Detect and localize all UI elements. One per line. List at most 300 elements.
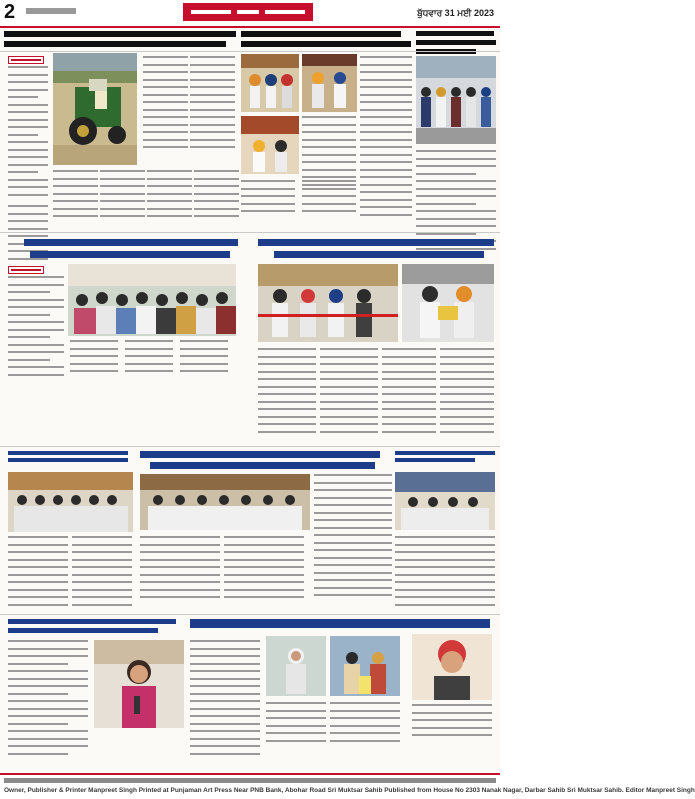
text-line [70, 363, 118, 365]
text-line [314, 587, 392, 589]
text-line [147, 170, 192, 172]
text-line [70, 348, 118, 350]
text-line [241, 180, 295, 182]
text-line [360, 176, 412, 178]
text-line [360, 206, 412, 208]
text-line [314, 564, 392, 566]
text-line [330, 702, 400, 704]
text-line [266, 717, 326, 719]
text-line [180, 363, 228, 365]
text-line [147, 178, 192, 180]
text-line [258, 363, 316, 365]
text-line [360, 146, 412, 148]
text-line [8, 321, 64, 323]
text-line [360, 56, 412, 58]
page-header [0, 0, 500, 28]
text-line [8, 663, 68, 665]
text-line [8, 141, 48, 143]
text-line [416, 173, 476, 175]
text-line [8, 559, 68, 561]
text-line [395, 589, 495, 591]
text-line [143, 146, 188, 148]
text-line [360, 199, 412, 201]
text-line [8, 299, 64, 301]
header-date: ਬੁੱਧਵਾਰ 31 ਮਈ 2023 [417, 8, 494, 18]
text-line [224, 544, 304, 546]
text-line [395, 551, 495, 553]
text-line [440, 401, 494, 403]
ceremony-photo-3 [241, 116, 299, 174]
text-line [53, 208, 98, 210]
text-line [8, 134, 38, 136]
text-line [302, 180, 356, 182]
text-line [314, 512, 392, 514]
text-line [416, 188, 496, 190]
text-line [125, 370, 173, 372]
text-line [314, 557, 392, 559]
text-line [8, 104, 48, 106]
text-line [258, 431, 316, 433]
text-line [320, 431, 378, 433]
page-number: 2 [4, 1, 16, 23]
text-line [72, 551, 132, 553]
text-line [382, 348, 436, 350]
text-line [330, 710, 400, 712]
text-line [330, 725, 400, 727]
text-line [8, 291, 50, 293]
text-line [8, 235, 48, 237]
text-line [382, 423, 436, 425]
text-line [8, 89, 48, 91]
text-line [224, 551, 304, 553]
text-line [72, 559, 132, 561]
text-line [416, 150, 496, 152]
text-line [194, 185, 239, 187]
text-line [8, 574, 68, 576]
text-line [140, 551, 220, 553]
text-line [125, 348, 173, 350]
text-line [72, 536, 132, 538]
text-line [302, 188, 356, 190]
text-line [194, 200, 239, 202]
text-line [100, 185, 145, 187]
text-line [224, 536, 304, 538]
text-line [382, 371, 436, 373]
text-line [53, 215, 98, 217]
text-line [8, 228, 48, 230]
text-line [416, 225, 496, 227]
text-line [143, 131, 188, 133]
text-line [147, 208, 192, 210]
text-line [314, 497, 392, 499]
text-line [360, 124, 412, 126]
text-line [100, 170, 145, 172]
text-line [70, 370, 118, 372]
text-line [258, 371, 316, 373]
text-line [8, 544, 68, 546]
text-line [8, 336, 50, 338]
text-line [190, 715, 260, 717]
text-line [440, 416, 494, 418]
text-line [382, 408, 436, 410]
text-line [140, 566, 220, 568]
text-line [143, 94, 188, 96]
text-line [314, 594, 392, 596]
ribbon-cutting-photo [258, 264, 398, 342]
text-line [8, 81, 48, 83]
text-line [8, 715, 88, 717]
text-line [143, 86, 188, 88]
text-line [382, 393, 436, 395]
text-line [143, 56, 188, 58]
portrait-photo [412, 634, 492, 700]
text-line [360, 64, 412, 66]
text-line [258, 348, 316, 350]
text-line [194, 208, 239, 210]
text-line [416, 165, 496, 167]
text-line [190, 730, 260, 732]
event-photo-left [8, 472, 133, 532]
text-line [190, 64, 235, 66]
text-line [330, 732, 400, 734]
text-line [8, 276, 64, 278]
text-line [320, 378, 378, 380]
text-line [140, 574, 220, 576]
text-line [8, 96, 38, 98]
text-line [8, 213, 48, 215]
text-line [8, 566, 68, 568]
text-line [266, 702, 326, 704]
text-line [190, 109, 235, 111]
text-line [302, 116, 356, 118]
text-line [241, 188, 295, 190]
text-line [140, 536, 220, 538]
text-line [314, 534, 392, 536]
text-line [302, 154, 356, 156]
text-line [412, 719, 492, 721]
text-line [190, 745, 260, 747]
text-line [194, 170, 239, 172]
text-line [143, 71, 188, 73]
text-line [360, 131, 412, 133]
text-line [258, 423, 316, 425]
text-line [416, 195, 496, 197]
text-line [8, 655, 88, 657]
text-line [143, 139, 188, 141]
text-line [412, 712, 492, 714]
text-line [440, 393, 494, 395]
text-line [302, 176, 356, 178]
text-line [8, 366, 64, 368]
text-line [302, 146, 356, 148]
text-line [190, 131, 235, 133]
text-line [314, 549, 392, 551]
text-line [412, 727, 492, 729]
text-line [8, 685, 88, 687]
stage-photo-right [395, 472, 495, 530]
text-line [241, 210, 295, 212]
text-line [395, 596, 495, 598]
text-line [8, 723, 68, 725]
text-line [140, 544, 220, 546]
text-line [314, 489, 392, 491]
text-line [440, 431, 494, 433]
text-line [72, 596, 132, 598]
meeting-photo [68, 264, 236, 336]
text-line [320, 393, 378, 395]
text-line [180, 370, 228, 372]
text-line [53, 200, 98, 202]
text-line [416, 210, 496, 212]
text-line [395, 566, 495, 568]
meeting-hall-photo [140, 474, 310, 530]
text-line [8, 604, 68, 606]
text-line [314, 542, 392, 544]
text-line [302, 169, 356, 171]
text-line [147, 193, 192, 195]
text-line [360, 154, 412, 156]
text-line [224, 559, 304, 561]
text-line [8, 753, 68, 755]
text-line [143, 109, 188, 111]
text-line [314, 504, 392, 506]
text-line [302, 184, 356, 186]
text-line [314, 527, 392, 529]
text-line [8, 186, 48, 188]
text-line [258, 408, 316, 410]
text-line [140, 596, 220, 598]
text-line [180, 340, 228, 342]
text-line [8, 551, 68, 553]
text-line [147, 215, 192, 217]
text-line [147, 185, 192, 187]
text-line [8, 156, 48, 158]
text-line [190, 670, 260, 672]
text-line [8, 678, 88, 680]
text-line [8, 700, 88, 702]
text-line [320, 348, 378, 350]
text-line [241, 203, 295, 205]
text-line [147, 200, 192, 202]
text-line [190, 94, 235, 96]
text-line [8, 589, 68, 591]
text-line [8, 119, 48, 121]
text-line [266, 710, 326, 712]
text-line [258, 393, 316, 395]
text-line [53, 193, 98, 195]
text-line [360, 161, 412, 163]
text-line [302, 139, 356, 141]
text-line [266, 732, 326, 734]
text-line [125, 355, 173, 357]
text-line [8, 205, 48, 207]
text-line [360, 86, 412, 88]
text-line [8, 220, 48, 222]
text-line [314, 579, 392, 581]
text-line [395, 544, 495, 546]
text-line [382, 386, 436, 388]
text-line [224, 566, 304, 568]
text-line [360, 79, 412, 81]
text-line [8, 581, 68, 583]
text-line [412, 734, 492, 736]
text-line [416, 248, 496, 250]
text-line [143, 101, 188, 103]
text-line [72, 544, 132, 546]
text-line [190, 146, 235, 148]
text-line [53, 170, 98, 172]
text-line [143, 79, 188, 81]
text-line [8, 306, 64, 308]
text-line [8, 359, 50, 361]
text-line [140, 581, 220, 583]
family-photo-1 [266, 636, 326, 696]
text-line [180, 348, 228, 350]
text-line [314, 572, 392, 574]
text-line [72, 589, 132, 591]
text-line [302, 131, 356, 133]
text-line [194, 193, 239, 195]
text-line [382, 378, 436, 380]
text-line [100, 178, 145, 180]
text-line [360, 109, 412, 111]
text-line [8, 66, 48, 68]
text-line [382, 401, 436, 403]
text-line [266, 725, 326, 727]
text-line [8, 164, 48, 166]
text-line [8, 640, 88, 642]
text-line [382, 363, 436, 365]
text-line [8, 126, 48, 128]
text-line [194, 215, 239, 217]
masthead-logo [183, 3, 313, 21]
text-line [190, 678, 260, 680]
text-line [360, 214, 412, 216]
text-line [330, 717, 400, 719]
text-line [330, 740, 400, 742]
text-line [224, 574, 304, 576]
text-line [8, 171, 38, 173]
text-line [140, 559, 220, 561]
text-line [125, 340, 173, 342]
text-line [320, 401, 378, 403]
text-line [100, 208, 145, 210]
text-line [360, 94, 412, 96]
text-line [72, 566, 132, 568]
text-line [258, 386, 316, 388]
text-line [190, 723, 260, 725]
text-line [224, 589, 304, 591]
text-line [440, 348, 494, 350]
text-line [8, 149, 48, 151]
text-line [440, 371, 494, 373]
text-line [440, 363, 494, 365]
text-line [302, 124, 356, 126]
text-line [314, 519, 392, 521]
text-line [53, 178, 98, 180]
text-line [8, 730, 88, 732]
text-line [416, 158, 496, 160]
text-line [440, 356, 494, 358]
text-line [395, 536, 495, 538]
text-line [190, 753, 260, 755]
award-group-photo [416, 56, 496, 144]
text-line [143, 116, 188, 118]
text-line [8, 693, 68, 695]
text-line [360, 169, 412, 171]
text-line [190, 71, 235, 73]
text-line [194, 178, 239, 180]
text-line [8, 329, 64, 331]
text-line [8, 351, 64, 353]
text-line [190, 700, 260, 702]
text-line [440, 386, 494, 388]
text-line [100, 193, 145, 195]
text-line [416, 203, 476, 205]
text-line [258, 356, 316, 358]
text-line [8, 648, 88, 650]
text-line [8, 536, 68, 538]
text-line [100, 200, 145, 202]
text-line [360, 116, 412, 118]
page-footer [0, 773, 695, 799]
text-line [190, 648, 260, 650]
text-line [360, 139, 412, 141]
text-line [302, 203, 356, 205]
text-line [70, 340, 118, 342]
text-line [190, 708, 260, 710]
text-line [143, 124, 188, 126]
text-line [8, 111, 48, 113]
text-line [180, 355, 228, 357]
text-line [224, 581, 304, 583]
text-line [72, 581, 132, 583]
text-line [8, 374, 64, 376]
text-line [395, 559, 495, 561]
text-line [320, 371, 378, 373]
text-line [190, 86, 235, 88]
text-line [241, 195, 295, 197]
text-line [382, 431, 436, 433]
ceremony-photo-2 [302, 54, 357, 112]
text-line [266, 740, 326, 742]
text-line [314, 482, 392, 484]
text-line [302, 161, 356, 163]
text-line [190, 101, 235, 103]
text-line [320, 363, 378, 365]
text-line [143, 64, 188, 66]
text-line [440, 378, 494, 380]
text-line [190, 640, 260, 642]
text-line [395, 574, 495, 576]
text-line [8, 596, 68, 598]
text-line [258, 416, 316, 418]
text-line [8, 284, 64, 286]
text-line [320, 408, 378, 410]
text-line [72, 604, 132, 606]
text-line [8, 745, 88, 747]
tractor-field-photo [53, 53, 137, 165]
ceremony-photo-1 [241, 54, 299, 112]
text-line [190, 79, 235, 81]
text-line [190, 738, 260, 740]
text-line [416, 218, 496, 220]
text-line [395, 604, 495, 606]
text-line [53, 185, 98, 187]
text-line [320, 386, 378, 388]
text-line [8, 74, 48, 76]
family-photo-2 [330, 636, 400, 696]
